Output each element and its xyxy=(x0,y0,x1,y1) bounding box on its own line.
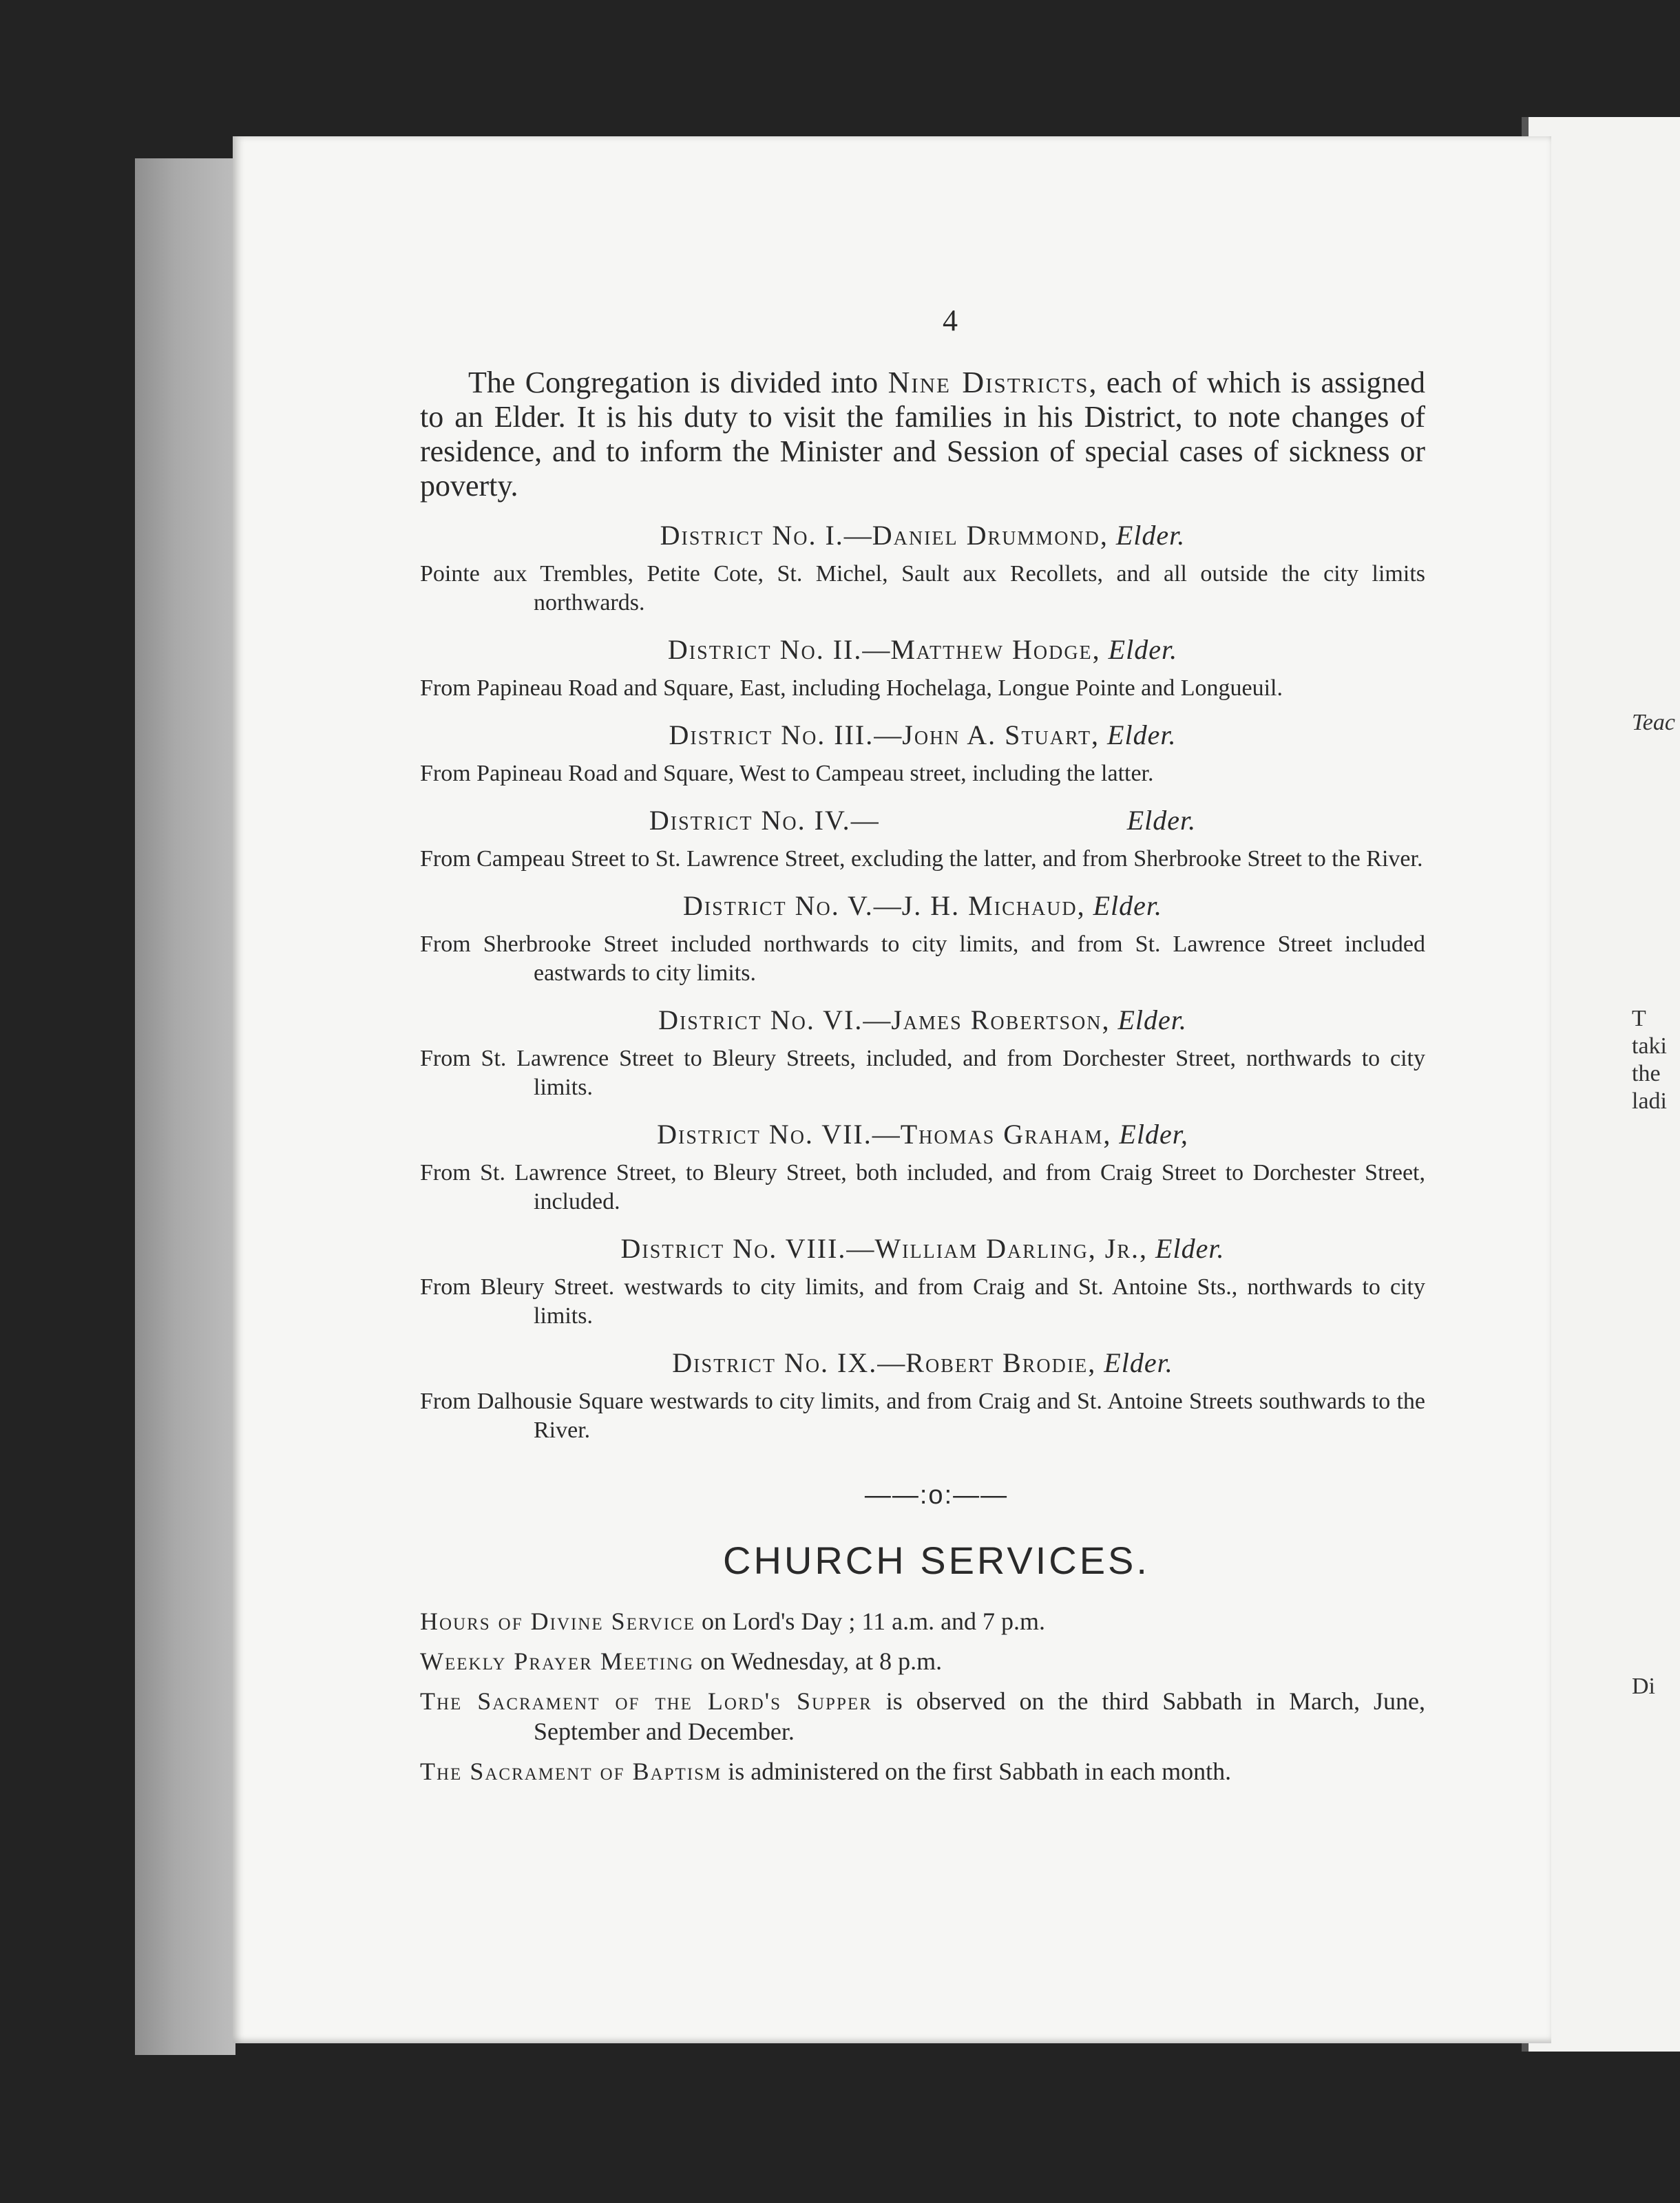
district-title: Elder. xyxy=(1155,1233,1225,1264)
district-label: District No. III. xyxy=(669,719,874,750)
district-heading: District No. VI.—James Robertson, Elder. xyxy=(658,1004,1187,1035)
district-entry xyxy=(420,1232,1425,1331)
adjacent-page-fragment: ladi xyxy=(1632,1088,1667,1114)
district-description: From Papineau Road and Square, West to Campeau street, including the latter. xyxy=(420,761,1154,786)
book-cover-edge xyxy=(135,158,235,2055)
district-label: District No. VIII. xyxy=(620,1233,847,1264)
adjacent-page-fragment: taki xyxy=(1632,1033,1667,1059)
district-entry xyxy=(420,803,1425,874)
district-heading: District No. VIII.—William Darling, Jr., Elder. xyxy=(620,1233,1225,1264)
intro-paragraph xyxy=(420,366,1425,503)
intro-lead: The Congregation is divided into xyxy=(468,366,879,399)
section-divider: ——:o:—— xyxy=(864,1481,1009,1510)
district-elder: James Robertson, xyxy=(891,1004,1111,1035)
district-elder: Matthew Hodge, xyxy=(890,634,1101,665)
adjacent-page-fragment: the xyxy=(1632,1061,1661,1086)
district-title: Elder. xyxy=(1117,1004,1187,1035)
district-title: Elder. xyxy=(1104,1347,1173,1378)
district-label: District No. I. xyxy=(660,520,844,551)
district-description: From St. Lawrence Street to Bleury Streets, included, and from Dorchester Street, northwards to city limits. xyxy=(420,1046,1425,1100)
district-entry xyxy=(420,1117,1425,1216)
district-entry xyxy=(420,518,1425,618)
district-label: District No. II. xyxy=(667,634,863,665)
adjacent-page-fragment: Teac xyxy=(1632,710,1675,735)
service-label: Hours of Divine Service xyxy=(420,1608,695,1635)
service-text: is administered on the first Sabbath in each month. xyxy=(722,1758,1232,1785)
district-entry xyxy=(420,889,1425,988)
services-list xyxy=(420,1606,1425,1786)
service-text: is observed on the third Sabbath in March, June, September and December. xyxy=(534,1687,1425,1745)
service-label: Weekly Prayer Meeting xyxy=(420,1647,695,1675)
district-entry xyxy=(420,1346,1425,1445)
district-elder: William Darling, Jr., xyxy=(874,1233,1148,1264)
district-title: Elder. xyxy=(1115,520,1186,551)
district-heading: District No. IV.— Elder. xyxy=(649,805,1197,836)
districts-list xyxy=(420,518,1425,1445)
district-description: From St. Lawrence Street, to Bleury Street, both included, and from Craig Street to Dorchester Street, included. xyxy=(420,1160,1425,1214)
district-heading: District No. V.—J. H. Michaud, Elder. xyxy=(682,890,1163,921)
district-elder: John A. Stuart, xyxy=(902,719,1100,750)
district-heading: District No. I.—Daniel Drummond, Elder. xyxy=(660,520,1186,551)
district-description: From Bleury Street. westwards to city limits, and from Craig and St. Antoine Sts., northwards to city limits. xyxy=(420,1274,1425,1329)
district-title: Elder. xyxy=(1126,805,1197,836)
district-title: Elder. xyxy=(1093,890,1163,921)
adjacent-page-fragment: Di xyxy=(1632,1674,1655,1699)
district-title: Elder. xyxy=(1107,719,1177,750)
district-heading: District No. II.—Matthew Hodge, Elder. xyxy=(667,634,1178,665)
service-entry xyxy=(420,1686,1425,1747)
district-entry xyxy=(420,633,1425,703)
intro-emphasis: Nine Districts xyxy=(888,366,1089,399)
district-entry xyxy=(420,718,1425,788)
service-text: on Wednesday, at 8 p.m. xyxy=(694,1647,943,1675)
district-elder: J. H. Michaud, xyxy=(901,890,1086,921)
district-elder: Robert Brodie, xyxy=(905,1347,1097,1378)
district-label: District No. V. xyxy=(682,890,874,921)
district-description: Pointe aux Trembles, Petite Cote, St. Michel, Sault aux Recollets, and all outside the city limits northwards. xyxy=(420,561,1425,615)
district-label: District No. IX. xyxy=(672,1347,878,1378)
district-elder: Thomas Graham, xyxy=(900,1119,1112,1150)
district-title: Elder. xyxy=(1108,634,1178,665)
service-text: on Lord's Day ; 11 a.m. and 7 p.m. xyxy=(695,1608,1046,1635)
district-heading: District No. VII.—Thomas Graham, Elder, xyxy=(657,1119,1188,1150)
district-heading: District No. III.—John A. Stuart, Elder. xyxy=(669,719,1177,750)
district-heading: District No. IX.—Robert Brodie, Elder. xyxy=(672,1347,1173,1378)
service-label: The Sacrament of Baptism xyxy=(420,1758,722,1785)
service-entry xyxy=(420,1606,1425,1636)
page-content xyxy=(420,303,1425,1796)
service-entry xyxy=(420,1646,1425,1676)
district-description: From Dalhousie Square westwards to city limits, and from Craig and St. Antoine Streets southwards to the River. xyxy=(420,1389,1425,1443)
district-description: From Papineau Road and Square, East, including Hochelaga, Longue Pointe and Longueuil. xyxy=(420,675,1283,701)
district-elder: Daniel Drummond, xyxy=(872,520,1109,551)
district-title: Elder, xyxy=(1119,1119,1188,1150)
intro-rest: , each of which is assigned to an Elder. It is his duty to visit the families in his District, to note changes of residence, and to inform the Minister and Session of special cases of sickness or poverty. xyxy=(420,366,1425,503)
district-label: District No. VI. xyxy=(658,1004,863,1035)
page-number: 4 xyxy=(943,304,958,337)
district-label: District No. VII. xyxy=(657,1119,872,1150)
district-description: From Campeau Street to St. Lawrence Street, excluding the latter, and from Sherbrooke Street to the River. xyxy=(420,846,1423,872)
district-entry xyxy=(420,1003,1425,1102)
service-entry xyxy=(420,1756,1425,1786)
adjacent-page-fragment: T xyxy=(1632,1006,1646,1031)
service-label: The Sacrament of the Lord's Supper xyxy=(420,1687,872,1715)
district-description: From Sherbrooke Street included northwards to city limits, and from St. Lawrence Street included eastwards to city limits. xyxy=(420,931,1425,986)
church-services-heading: CHURCH SERVICES. xyxy=(723,1539,1150,1582)
district-label: District No. IV. xyxy=(649,805,851,836)
